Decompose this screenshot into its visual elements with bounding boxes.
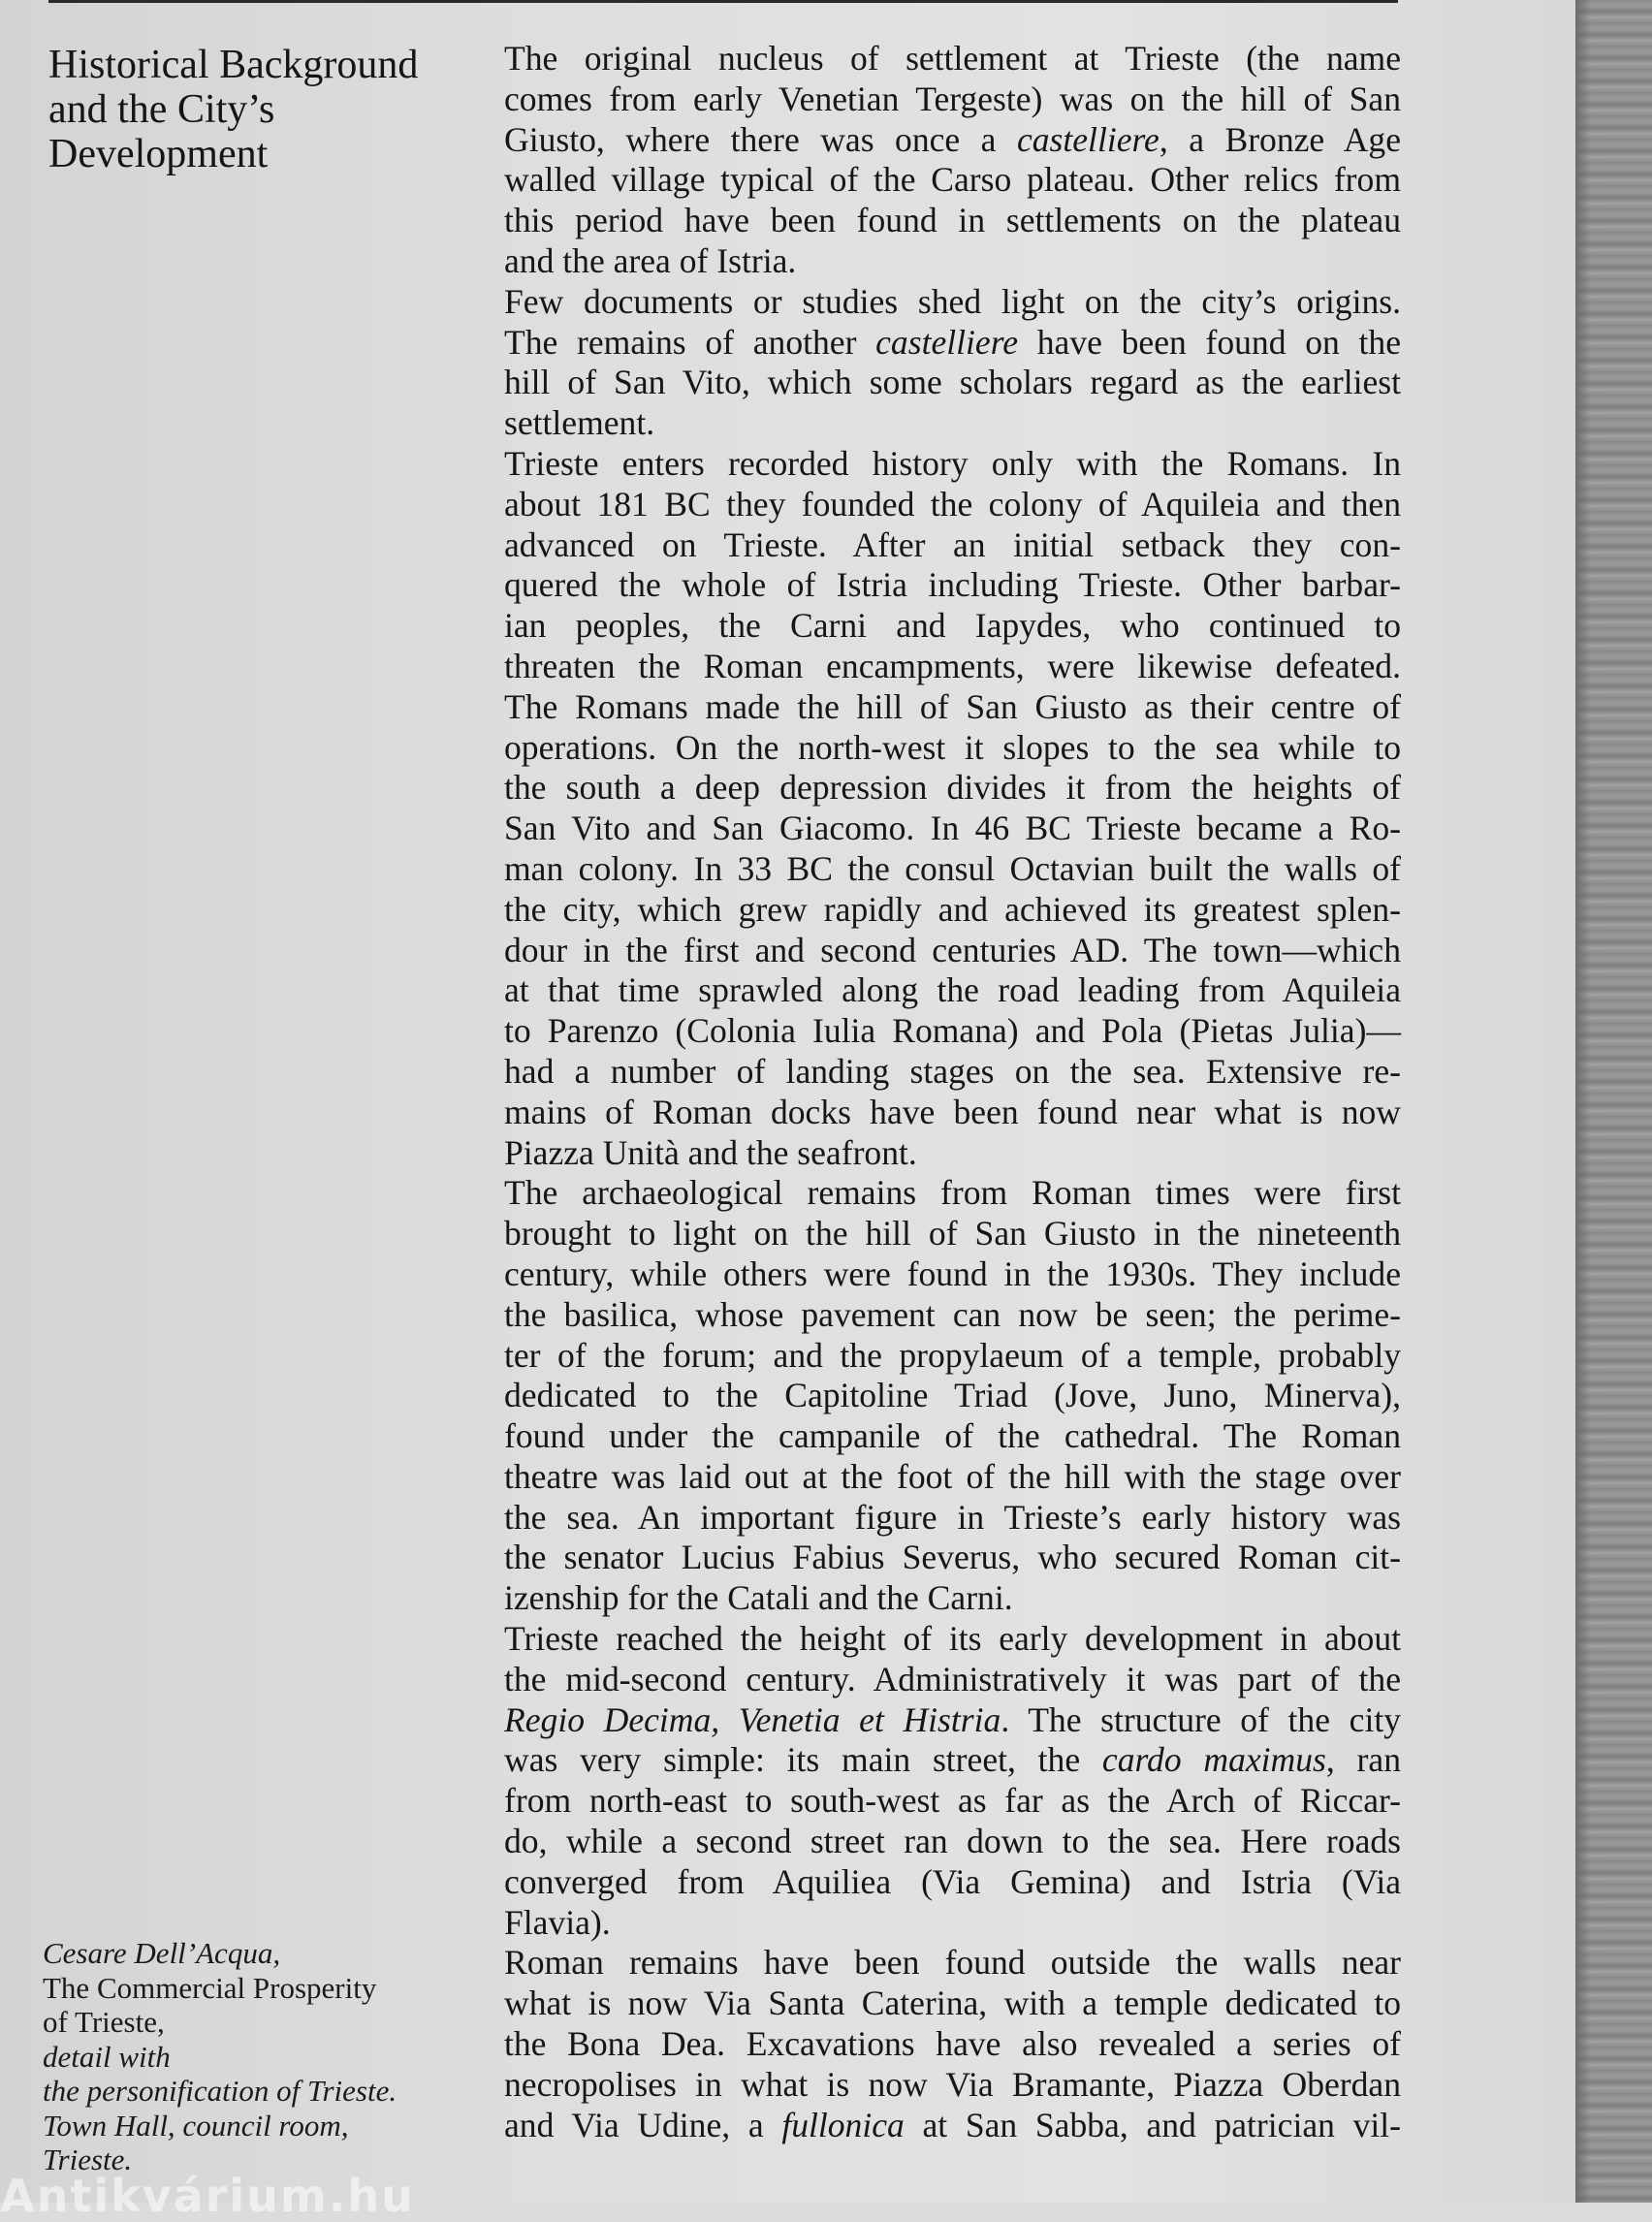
text-run: Few documents or studies shed light on the city’s origins. bbox=[504, 281, 1401, 321]
body-line bbox=[504, 201, 1401, 241]
text-run: , ran bbox=[1325, 1740, 1401, 1780]
body-line bbox=[504, 1052, 1401, 1093]
text-run: Trieste enters recorded history only with the Romans. In bbox=[504, 443, 1401, 483]
body-line bbox=[504, 403, 1401, 444]
italic-text: fullonica bbox=[781, 2105, 905, 2144]
text-run: of Trieste, bbox=[43, 2005, 165, 2039]
text-run: Roman remains have been found outside the walls near bbox=[504, 1943, 1401, 1983]
body-line bbox=[504, 39, 1401, 79]
body-line bbox=[504, 1173, 1401, 1214]
text-run: comes from early Venetian Tergeste) was on the hill of San bbox=[504, 79, 1401, 118]
body-line bbox=[504, 1416, 1401, 1457]
text-run: ian peoples, the Carni and Iapydes, who continued to bbox=[504, 606, 1401, 646]
text-run: converged from Aquiliea (Via Gemina) and Istria (Via bbox=[504, 1861, 1401, 1901]
italic-text: Town Hall, council room, bbox=[43, 2108, 349, 2143]
caption-line bbox=[43, 1936, 460, 1971]
body-line bbox=[504, 2024, 1401, 2065]
text-run: The Romans made the hill of San Giusto as their centre of bbox=[504, 686, 1401, 726]
caption-line bbox=[43, 2109, 460, 2143]
text-run: mains of Roman docks have been found near what is now bbox=[504, 1092, 1401, 1131]
caption-line bbox=[43, 1971, 460, 2006]
body-line bbox=[504, 1538, 1401, 1578]
text-run: Giusto, where there was once a bbox=[504, 119, 1017, 159]
body-line bbox=[504, 647, 1401, 687]
body-line bbox=[504, 1011, 1401, 1052]
body-line bbox=[504, 282, 1401, 323]
text-run: ter of the forum; and the propylaeum of a temple, probably bbox=[504, 1335, 1401, 1375]
italic-text: cardo maximus bbox=[1101, 1740, 1326, 1780]
heading-line: Development bbox=[48, 132, 269, 176]
body-line bbox=[504, 1376, 1401, 1416]
text-run: the city, which grew rapidly and achieved its greatest splen- bbox=[504, 889, 1401, 929]
body-line bbox=[504, 1822, 1401, 1862]
text-run: have been found on the bbox=[1018, 322, 1401, 362]
italic-text: Regio Decima, Venetia et Histria bbox=[504, 1699, 1001, 1739]
body-line bbox=[504, 728, 1401, 769]
image-caption bbox=[43, 1936, 460, 2177]
watermark: Antikvárium.hu bbox=[0, 2170, 415, 2222]
italic-text: castelliere bbox=[1016, 119, 1160, 159]
italic-text: castelliere bbox=[875, 322, 1019, 362]
body-line bbox=[504, 1093, 1401, 1133]
body-line bbox=[504, 1862, 1401, 1903]
text-run: the mid-second century. Administratively it was part of the bbox=[504, 1659, 1401, 1698]
text-run: what is now Via Santa Caterina, with a temple dedicated to bbox=[504, 1984, 1401, 2023]
text-run: . The structure of the city bbox=[1001, 1699, 1401, 1739]
text-run: the senator Lucius Fabius Severus, who secured Roman cit- bbox=[504, 1538, 1401, 1577]
body-line bbox=[504, 1254, 1401, 1295]
body-line bbox=[504, 1984, 1401, 2024]
text-run: quered the whole of Istria including Trieste. Other barbar- bbox=[504, 565, 1401, 605]
body-line bbox=[504, 79, 1401, 120]
text-run: izenship for the Catali and the Carni. bbox=[504, 1578, 1013, 1618]
text-run: found under the campanile of the cathedral. The Roman bbox=[504, 1416, 1401, 1456]
text-run: The Commercial Prosperity bbox=[43, 1970, 377, 2005]
body-line bbox=[504, 1295, 1401, 1336]
text-run: The original nucleus of settlement at Trieste (the name bbox=[504, 39, 1401, 78]
body-line bbox=[504, 1660, 1401, 1700]
body-line bbox=[504, 444, 1401, 485]
body-line bbox=[504, 1498, 1401, 1539]
caption-line bbox=[43, 2005, 460, 2074]
text-run: at that time sprawled along the road leading from Aquileia bbox=[504, 970, 1401, 1010]
text-run: the sea. An important figure in Trieste’s early history was bbox=[504, 1497, 1401, 1537]
heading-line: Historical Background bbox=[48, 43, 419, 87]
text-run: man colony. In 33 BC the consul Octavian built the walls of bbox=[504, 848, 1401, 888]
page-gutter bbox=[1575, 0, 1652, 2203]
body-line bbox=[504, 1457, 1401, 1498]
text-run: brought to light on the hill of San Giusto in the nineteenth bbox=[504, 1214, 1401, 1254]
text-run: threaten the Roman encampments, were likewise defeated. bbox=[504, 646, 1401, 685]
body-line bbox=[504, 160, 1401, 201]
text-run: theatre was laid out at the foot of the hill with the stage over bbox=[504, 1456, 1401, 1496]
body-line bbox=[504, 363, 1401, 403]
text-run: and Via Udine, a bbox=[504, 2105, 782, 2144]
text-run: walled village typical of the Carso plateau. Other relics from bbox=[504, 160, 1401, 200]
body-line bbox=[504, 687, 1401, 728]
body-line bbox=[504, 768, 1401, 809]
body-line bbox=[504, 1336, 1401, 1377]
text-run: operations. On the north-west it slopes to the sea while to bbox=[504, 727, 1401, 767]
text-run: from north-east to south-west as far as the Arch of Riccar- bbox=[504, 1781, 1401, 1821]
text-run: hill of San Vito, which some scholars regard as the earliest bbox=[504, 363, 1401, 402]
text-run: the south a deep depression divides it from the heights of bbox=[504, 768, 1401, 808]
italic-text: Trieste. bbox=[43, 2143, 133, 2176]
body-line bbox=[504, 890, 1401, 931]
text-run: Piazza Unità and the seafront. bbox=[504, 1132, 917, 1172]
text-run: century, while others were found in the 1930s. They include bbox=[504, 1254, 1401, 1293]
text-run: the Bona Dea. Excavations have also revealed a series of bbox=[504, 2024, 1401, 2064]
text-run: San Vito and San Giacomo. In 46 BC Trieste became a Ro- bbox=[504, 809, 1401, 848]
text-run: about 181 BC they founded the colony of Aquileia and then bbox=[504, 484, 1401, 524]
text-run: The remains of another bbox=[504, 322, 876, 362]
body-line bbox=[504, 809, 1401, 849]
body-line bbox=[504, 1740, 1401, 1781]
text-run: to Parenzo (Colonia Iulia Romana) and Pola (Pietas Julia)— bbox=[504, 1011, 1401, 1051]
text-run: Flavia). bbox=[504, 1902, 611, 1942]
body-line bbox=[504, 1214, 1401, 1254]
caption-line bbox=[43, 2074, 460, 2109]
text-run: the basilica, whose pavement can now be seen; the perime- bbox=[504, 1294, 1401, 1334]
body-line bbox=[504, 485, 1401, 525]
text-run: advanced on Trieste. After an initial setback they con- bbox=[504, 524, 1401, 564]
italic-text: the personification of Trieste. bbox=[43, 2074, 397, 2108]
text-run: The archaeological remains from Roman times were first bbox=[504, 1173, 1401, 1213]
top-rule bbox=[48, 0, 1398, 3]
body-line bbox=[504, 1133, 1401, 1174]
body-line bbox=[504, 1578, 1401, 1619]
body-line bbox=[504, 241, 1401, 282]
text-run: settlement. bbox=[504, 403, 655, 443]
body-line bbox=[504, 606, 1401, 647]
body-line bbox=[504, 525, 1401, 566]
body-line bbox=[504, 2065, 1401, 2106]
text-run: had a number of landing stages on the sea. Extensive re- bbox=[504, 1051, 1401, 1091]
section-heading bbox=[48, 43, 456, 176]
text-run: necropolises in what is now Via Bramante, Piazza Oberdan bbox=[504, 2064, 1401, 2104]
body-line bbox=[504, 120, 1401, 161]
text-run: dour in the first and second centuries AD. The town—which bbox=[504, 930, 1401, 969]
body-line bbox=[504, 1903, 1401, 1944]
heading-line: and the City’s bbox=[48, 87, 275, 132]
text-run: at San Sabba, and patrician vil- bbox=[904, 2105, 1402, 2144]
body-line bbox=[504, 970, 1401, 1011]
body-line bbox=[504, 323, 1401, 364]
body-line bbox=[504, 931, 1401, 971]
italic-text: Cesare Dell’Acqua, bbox=[43, 1936, 281, 1970]
text-run: Trieste reached the height of its early development in about bbox=[504, 1619, 1401, 1659]
text-run: this period have been found in settlements on the plateau bbox=[504, 201, 1401, 240]
body-line bbox=[504, 1943, 1401, 1984]
italic-text: detail with bbox=[43, 2039, 171, 2074]
body-line bbox=[504, 2106, 1401, 2146]
text-run: was very simple: its main street, the bbox=[504, 1740, 1102, 1780]
text-run: do, while a second street ran down to the sea. Here roads bbox=[504, 1822, 1401, 1861]
text-run: dedicated to the Capitoline Triad (Jove, Juno, Minerva), bbox=[504, 1376, 1401, 1415]
body-line bbox=[504, 1781, 1401, 1822]
body-line bbox=[504, 1619, 1401, 1660]
text-run: and the area of Istria. bbox=[504, 240, 797, 280]
body-text-column bbox=[504, 39, 1401, 2145]
body-line bbox=[504, 849, 1401, 890]
body-line bbox=[504, 1700, 1401, 1741]
body-line bbox=[504, 565, 1401, 606]
text-run: , a Bronze Age bbox=[1159, 119, 1401, 159]
